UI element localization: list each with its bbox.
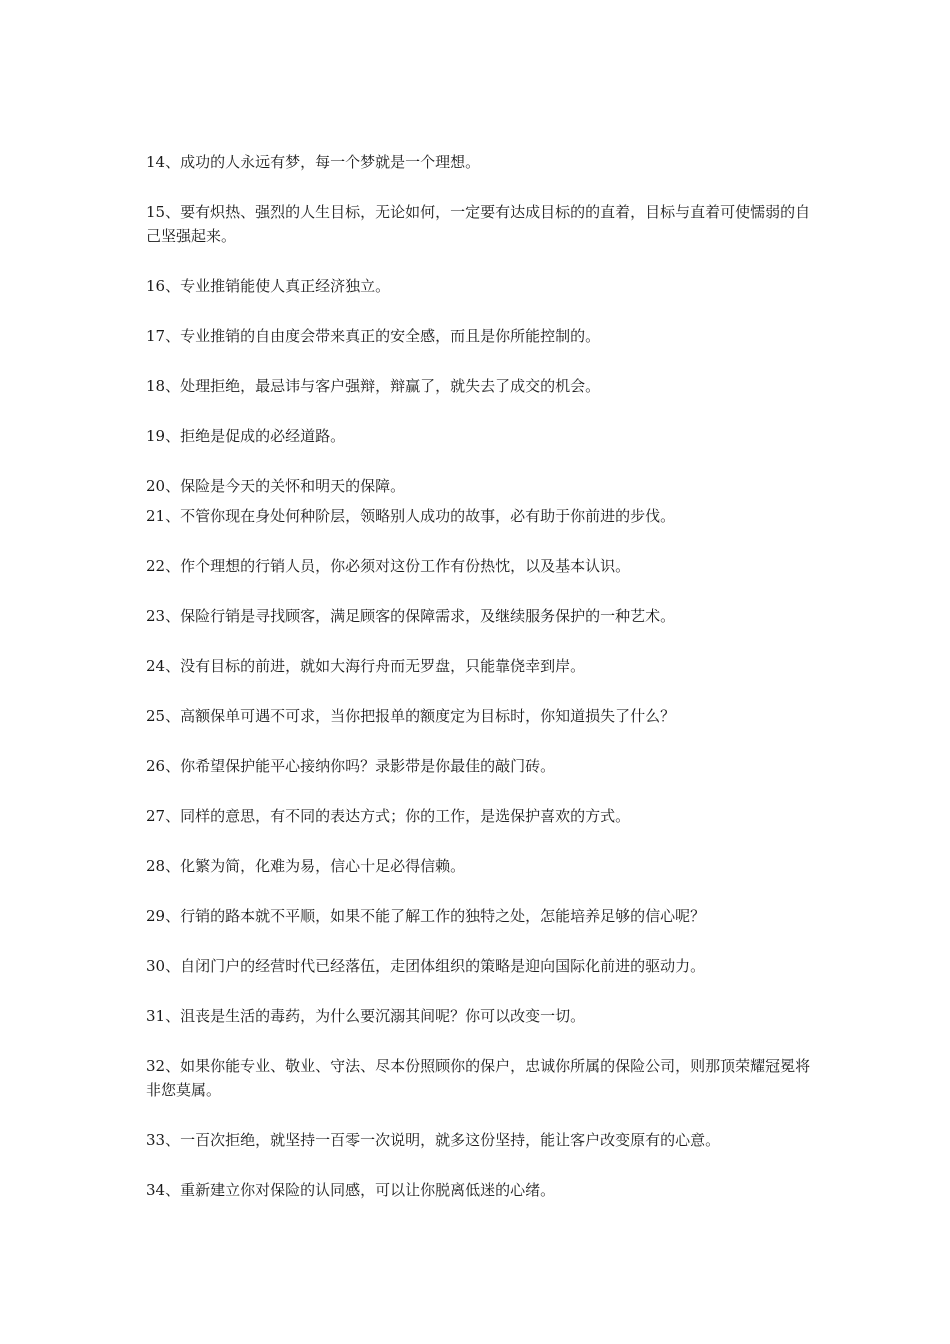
paragraph: 20、保险是今天的关怀和明天的保障。 xyxy=(146,477,406,495)
paragraph: 21、不管你现在身处何种阶层，领略别人成功的故事，必有助于你前进的步伐。 xyxy=(146,507,676,525)
paragraph: 16、专业推销能使人真正经济独立。 xyxy=(146,277,391,295)
paragraph: 32、如果你能专业、敬业、守法、尽本份照顾你的保户，忠诚你所属的保险公司，则那顶荣耀冠冕将非您莫属。 xyxy=(146,1057,811,1099)
paragraph: 24、没有目标的前进，就如大海行舟而无罗盘，只能靠侥幸到岸。 xyxy=(146,657,586,675)
paragraph: 15、要有炽热、强烈的人生目标，无论如何，一定要有达成目标的的直着，目标与直着可使懦弱的自己坚强起来。 xyxy=(146,203,811,245)
paragraph: 28、化繁为简，化难为易，信心十足必得信赖。 xyxy=(146,857,466,875)
paragraph: 29、行销的路本就不平顺，如果不能了解工作的独特之处，怎能培养足够的信心呢？ xyxy=(146,907,706,925)
paragraph: 27、同样的意思，有不同的表达方式；你的工作，是选保护喜欢的方式。 xyxy=(146,807,631,825)
paragraph: 25、高额保单可遇不可求，当你把报单的额度定为目标时，你知道损失了什么？ xyxy=(146,707,676,725)
paragraph: 31、沮丧是生活的毒药，为什么要沉溺其间呢？你可以改变一切。 xyxy=(146,1007,586,1025)
paragraph: 30、自闭门户的经营时代已经落伍，走团体组织的策略是迎向国际化前进的驱动力。 xyxy=(146,957,706,975)
paragraph: 26、你希望保护能平心接纳你吗？录影带是你最佳的敲门砖。 xyxy=(146,757,556,775)
paragraph: 19、拒绝是促成的必经道路。 xyxy=(146,427,346,445)
paragraph: 23、保险行销是寻找顾客，满足顾客的保障需求，及继续服务保护的一种艺术。 xyxy=(146,607,676,625)
paragraph: 22、作个理想的行销人员，你必须对这份工作有份热忱，以及基本认识。 xyxy=(146,557,631,575)
paragraph: 14、成功的人永远有梦，每一个梦就是一个理想。 xyxy=(146,153,481,171)
paragraph: 18、处理拒绝，最忌讳与客户强辩，辩赢了，就失去了成交的机会。 xyxy=(146,377,601,395)
paragraph: 17、专业推销的自由度会带来真正的安全感，而且是你所能控制的。 xyxy=(146,327,601,345)
paragraph: 34、重新建立你对保险的认同感，可以让你脱离低迷的心绪。 xyxy=(146,1181,556,1199)
paragraph: 33、一百次拒绝，就坚持一百零一次说明，就多这份坚持，能让客户改变原有的心意。 xyxy=(146,1131,721,1149)
document-body xyxy=(146,150,816,1202)
